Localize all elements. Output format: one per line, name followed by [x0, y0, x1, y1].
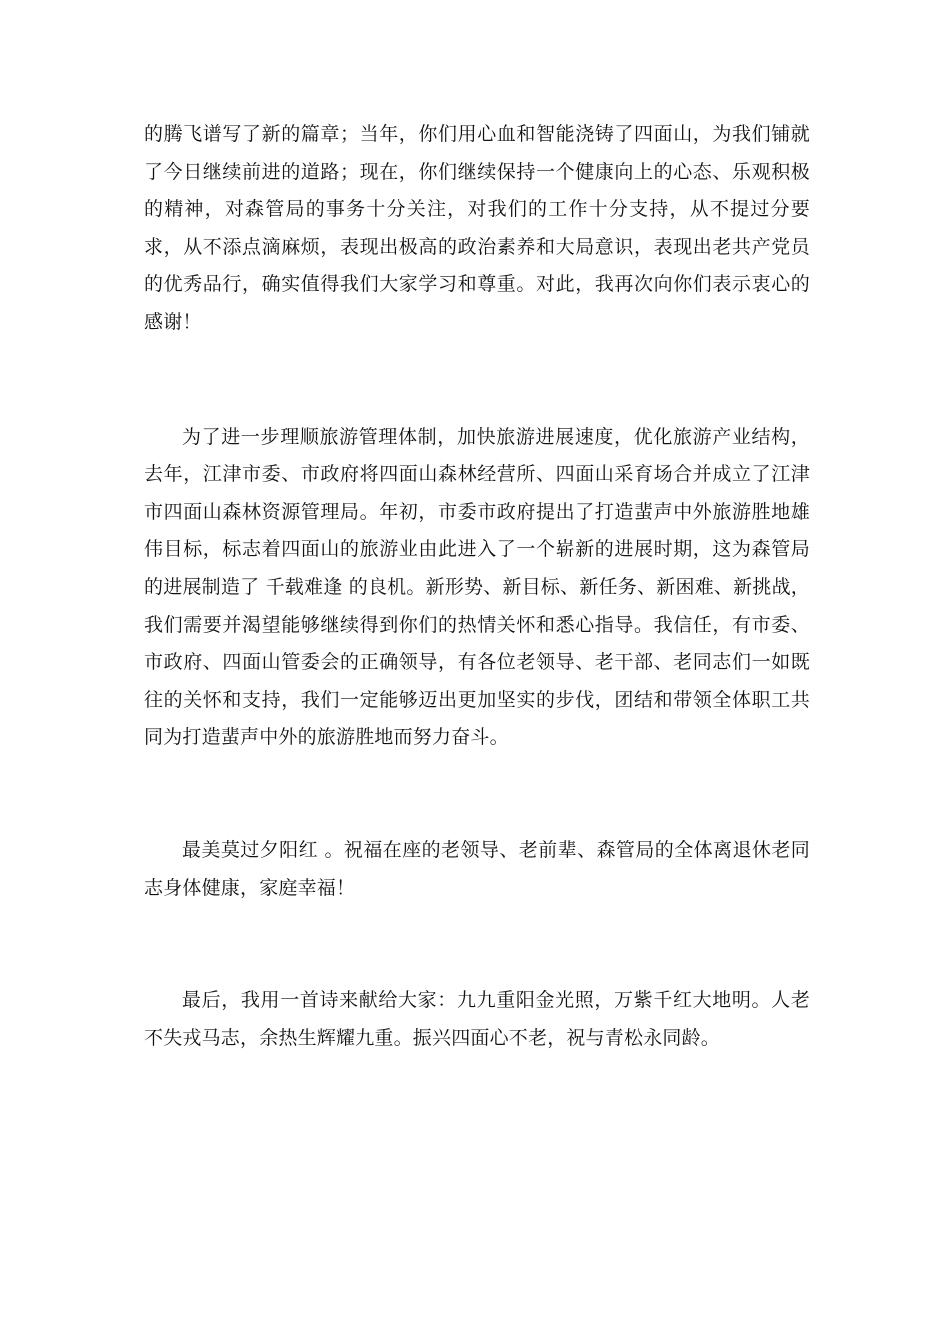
paragraph-blessing: 最美莫过夕阳红 。祝福在座的老领导、老前辈、森管局的全体离退休老同志身体健康，家庭幸福！: [144, 838, 810, 899]
paragraph-poem: 最后，我用一首诗来献给大家：九九重阳金光照，万紫千红大地明。人老不失戎马志，余热生辉耀九重。振兴四面心不老，祝与青松永同龄。: [144, 989, 810, 1049]
paragraph-continuation: 的腾飞谱写了新的篇章；当年，你们用心血和智能浇铸了四面山，为我们铺就了今日继续前进的道路；现在，你们继续保持一个健康向上的心态、乐观积极的精神，对森管局的事务十分关注，对我们的工作十分支持，从不提过分要求，从不添点滴麻烦，表现出极高的政治素养和大局意识，表现出老共产党员的优秀品行，确实值得我们大家学习和尊重。对此，我再次向你们表示衷心的感谢！: [144, 123, 810, 333]
paragraph-tourism-management: 为了进一步理顺旅游管理体制，加快旅游进展速度，优化旅游产业结构，去年，江津市委、市政府将四面山森林经营所、四面山采育场合并成立了江津市四面山森林资源管理局。年初，市委市政府提出了打造蜚声中外旅游胜地雄伟目标，标志着四面山的旅游业由此进入了一个崭新的进展时期，这为森管局的进展制造了 千载难逢 的良机。新形势、新目标、新任务、新困难、新挑战，我们需要并渴望能够继续得到你们的热情关怀和悉心指导。我信任，有市委、市政府、四面山管委会的正确领导，有各位老领导、老干部、老同志们一如既往的关怀和支持，我们一定能够迈出更加坚实的步伐，团结和带领全体职工共同为打造蜚声中外的旅游胜地而努力奋斗。: [144, 425, 810, 749]
document-body: [144, 116, 810, 1057]
